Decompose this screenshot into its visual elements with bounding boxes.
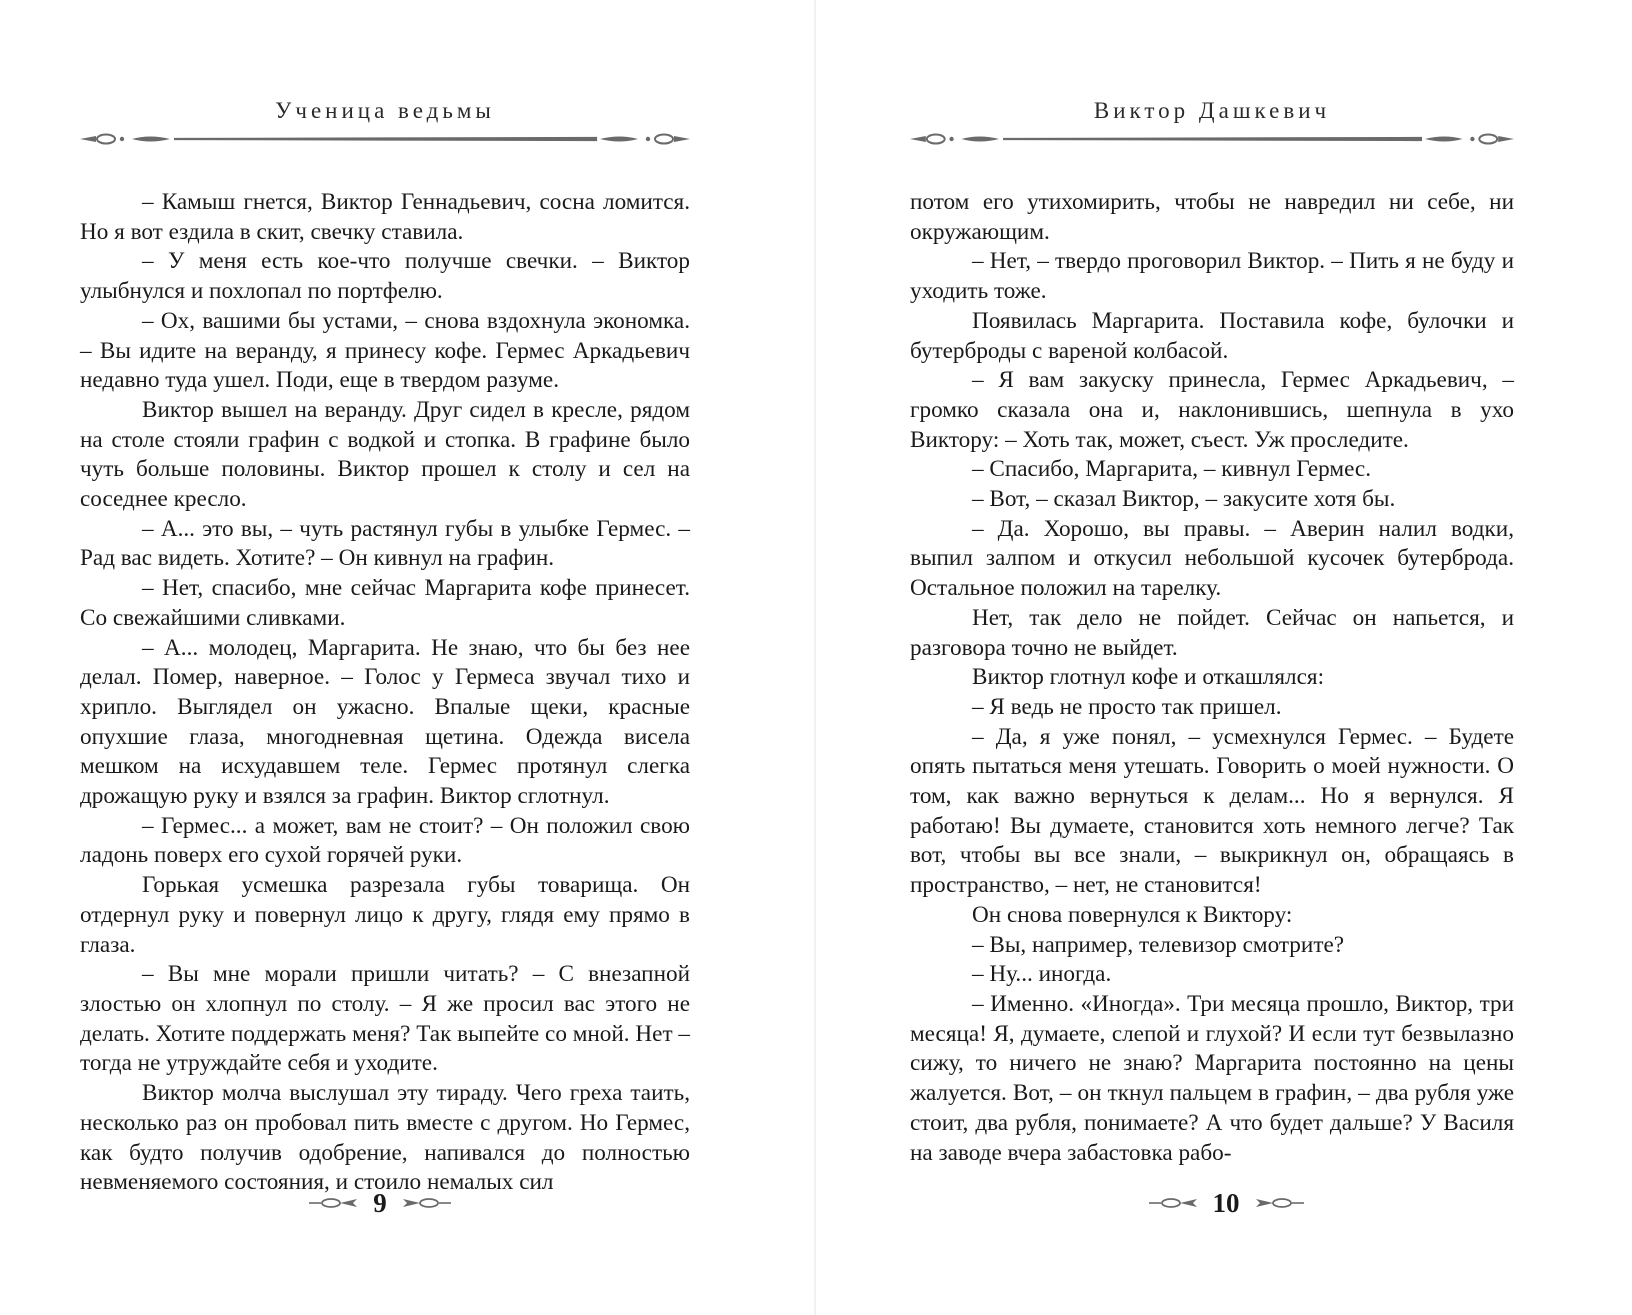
paragraph: – Я ведь не просто так пришел.: [972, 693, 1282, 720]
body-text-left: [80, 188, 690, 1198]
paragraph: Виктор молча выслушал эту тираду. Чего греха таить, несколько раз он пробовал пить вместе с другом. Но Гермес, как будто получив одобрение, напивался до полностью невменяемого состояния, и стоило немалых сил: [80, 1080, 690, 1196]
paragraph: – Нет, – твердо проговорил Виктор. – Пить я не буду и уходить тоже.: [910, 248, 1514, 305]
paragraph: – Вы, например, телевизор смотрите?: [972, 931, 1345, 958]
paragraph: – Вот, – сказал Виктор, – закусите хотя бы.: [972, 486, 1396, 513]
flourish-right-icon: [399, 1196, 451, 1210]
paragraph: – Гермес... а может, вам не стоит? – Он положил свою ладонь поверх его сухой горячей руки.: [80, 812, 690, 869]
right-page: [816, 0, 1632, 1315]
paragraph: – Камыш гнется, Виктор Геннадьевич, сосна ломится. Но я вот ездила в скит, свечку ставила.: [80, 189, 690, 245]
head-rule-ornament-right: [910, 130, 1514, 148]
running-head-right: Виктор Дашкевич: [1093, 98, 1331, 123]
paragraph: – У меня есть кое-что получше свечки. – Виктор улыбнулся и похлопал по портфелю.: [80, 248, 690, 305]
paragraph: – Я вам закуску принесла, Гермес Аркадьевич, – громко сказала она и, наклонившись, шепнула в ухо Виктору: – Хоть так, может, съест. Уж проследите.: [910, 367, 1514, 453]
paragraph: – А... молодец, Маргарита. Не знаю, что бы без нее делал. Помер, наверное. – Голос у Гермеса звучал тихо и хрипло. Выглядел он ужасно. Впалые щеки, красные опухшие глаза, многодневная щетина. Одежда висела мешком на исхудавшем теле. Гермес протянул слегка дрожащую руку и взялся за графин. Виктор сглотнул.: [80, 634, 690, 810]
page-number-left: [260, 1188, 500, 1218]
flourish-left-icon: [1149, 1196, 1201, 1210]
paragraph: Он снова повернулся к Виктору:: [972, 901, 1293, 928]
paragraph: – Спасибо, Маргарита, – кивнул Гермес.: [972, 456, 1372, 483]
paragraph: – Именно. «Иногда». Три месяца прошло, Виктор, три месяца! Я, думаете, слепой и глухой? И если тут безвылазно сижу, то ничего не знаю? Маргарита постоянно на цены жалуется. Вот, – он ткнул пальцем в графин, – два рубля уже стоит, два рубля, понимаете? А что будет дальше? У Василя на заводе вчера забастовка рабо-: [910, 990, 1514, 1166]
body-text-right: [910, 188, 1514, 1168]
head-rule-ornament-left: [80, 130, 690, 148]
paragraph: – Нет, спасибо, мне сейчас Маргарита кофе принесет. Со свежайшими сливками.: [80, 575, 690, 631]
page-number: 10: [1212, 1187, 1240, 1218]
paragraph: Виктор вышел на веранду. Друг сидел в кресле, рядом на столе стояли графин с водкой и стопка. В графине было чуть больше половины. Виктор прошел к столу и сел на соседнее кресло.: [80, 396, 690, 513]
paragraph: – Да. Хорошо, вы правы. – Аверин налил водки, выпил залпом и откусил небольшой кусочек бутерброда. Остальное положил на тарелку.: [910, 515, 1514, 602]
page-number-right: [1106, 1188, 1346, 1218]
paragraph-continuation: потом его утихомирить, чтобы не навредил ни себе, ни окружающим.: [910, 189, 1514, 245]
paragraph: Виктор глотнул кофе и откашлялся:: [972, 664, 1325, 691]
paragraph: – Да, я уже понял, – усмехнулся Гермес. – Будете опять пытаться меня утешать. Говорить о моей нужности. О том, как важно вернуться к делам... Но я вернулся. Я работаю! Вы думаете, становится хоть немного легче? Так вот, чтобы вы все знали, – выкрикнул он, обращаясь в пространство, – нет, не становится!: [910, 723, 1514, 899]
scroll-rule-icon: [910, 130, 1514, 148]
page-number: 9: [373, 1187, 387, 1218]
paragraph: Появилась Маргарита. Поставила кофе, булочки и бутерброды с вареной колбасой.: [910, 307, 1514, 364]
running-head-left: Ученица ведьмы: [275, 98, 495, 123]
flourish-left-icon: [309, 1196, 361, 1210]
paragraph: Горькая усмешка разрезала губы товарища. Он отдернул руку и повернул лицо к другу, глядя ему прямо в глаза.: [80, 872, 690, 958]
flourish-right-icon: [1252, 1196, 1304, 1210]
paragraph: Нет, так дело не пойдет. Сейчас он напьется, и разговора точно не выйдет.: [910, 604, 1514, 661]
paragraph: – А... это вы, – чуть растянул губы в улыбке Гермес. – Рад вас видеть. Хотите? – Он кивнул на графин.: [80, 515, 690, 572]
paragraph: – Ох, вашими бы устами, – снова вздохнула экономка. – Вы идите на веранду, я принесу кофе. Гермес Аркадьевич недавно туда ушел. Поди, еще в твердом разуме.: [80, 307, 690, 394]
scroll-rule-icon: [80, 130, 690, 148]
paragraph: – Вы мне морали пришли читать? – С внезапной злостью он хлопнул по столу. – Я же просил вас этого не делать. Хотите поддержать меня? Так выпейте со мной. Нет – тогда не утруждайте себя и уходите.: [80, 961, 690, 1077]
paragraph: – Ну... иногда.: [972, 961, 1112, 988]
